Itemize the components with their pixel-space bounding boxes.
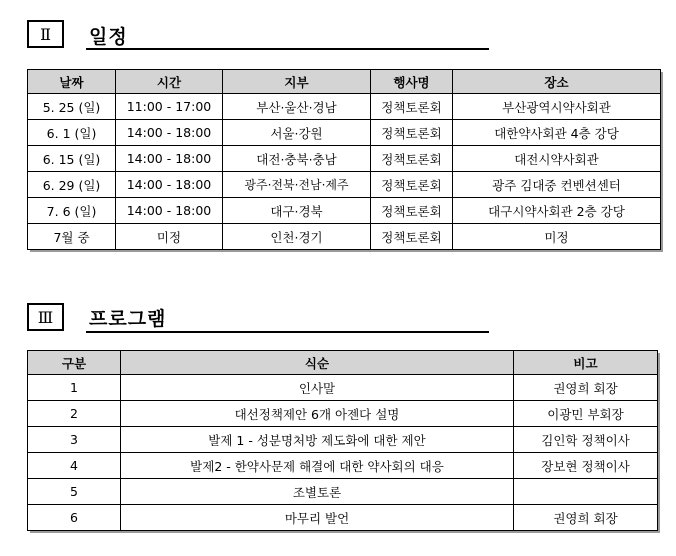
program-table [27,350,658,531]
schedule-cell-venue: 대구시약사회관 2층 강당 [453,198,661,224]
program-cell-number: 5 [28,479,121,505]
program-cell-remarks: 권영희 회장 [514,505,658,531]
program-cell-number: 4 [28,453,121,479]
table-row [28,224,661,250]
program-cell-number: 2 [28,401,121,427]
table-row [28,453,658,479]
program-cell-remarks: 김인학 정책이사 [514,427,658,453]
program-cell-agenda: 마무리 발언 [121,505,514,531]
schedule-cell-branch: 광주·전북·전남·제주 [223,172,371,198]
schedule-cell-time: 14:00 - 18:00 [116,120,223,146]
schedule-header-venue: 장소 [453,70,661,94]
program-title-underline [86,331,489,333]
program-cell-remarks: 장보현 정책이사 [514,453,658,479]
program-cell-number: 1 [28,375,121,401]
schedule-cell-time: 14:00 - 18:00 [116,146,223,172]
schedule-cell-time: 11:00 - 17:00 [116,94,223,120]
program-cell-agenda: 조별토론 [121,479,514,505]
program-cell-remarks [514,479,658,505]
program-cell-number: 6 [28,505,121,531]
table-row [28,427,658,453]
schedule-section-title: 일정 [89,26,128,48]
schedule-header-event: 행사명 [371,70,453,94]
program-cell-number: 3 [28,427,121,453]
schedule-section-numeral: Ⅱ [27,20,64,48]
program-cell-agenda: 대선정책제안 6개 아젠다 설명 [121,401,514,427]
schedule-cell-branch: 부산·울산·경남 [223,94,371,120]
schedule-table [27,69,661,250]
program-section-heading [27,303,497,337]
program-cell-agenda: 인사말 [121,375,514,401]
schedule-header-date: 날짜 [28,70,116,94]
table-row [28,375,658,401]
program-cell-agenda: 발제 1 - 성분명처방 제도화에 대한 제안 [121,427,514,453]
schedule-header-row [28,70,661,94]
table-row [28,172,661,198]
table-row [28,146,661,172]
schedule-header-branch: 지부 [223,70,371,94]
schedule-cell-date: 7월 중 [28,224,116,250]
program-header-agenda: 식순 [121,351,514,375]
schedule-cell-date: 5. 25 (일) [28,94,116,120]
schedule-cell-branch: 인천·경기 [223,224,371,250]
program-section-title: 프로그램 [89,308,167,330]
program-cell-agenda: 발제2 - 한약사문제 해결에 대한 약사회의 대응 [121,453,514,479]
table-row [28,479,658,505]
schedule-cell-event: 정책토론회 [371,120,453,146]
program-cell-remarks: 권영희 회장 [514,375,658,401]
program-section-numeral: Ⅲ [27,303,64,331]
schedule-cell-event: 정책토론회 [371,94,453,120]
program-header-remarks: 비고 [514,351,658,375]
schedule-cell-event: 정책토론회 [371,224,453,250]
table-row [28,94,661,120]
schedule-cell-date: 6. 15 (일) [28,146,116,172]
schedule-cell-branch: 대전·충북·충남 [223,146,371,172]
schedule-cell-venue: 대한약사회관 4층 강당 [453,120,661,146]
program-header-row [28,351,658,375]
schedule-cell-branch: 서울·강원 [223,120,371,146]
schedule-cell-event: 정책토론회 [371,172,453,198]
schedule-cell-branch: 대구·경북 [223,198,371,224]
program-cell-remarks: 이광민 부회장 [514,401,658,427]
table-row [28,198,661,224]
schedule-cell-date: 6. 1 (일) [28,120,116,146]
schedule-title-underline [86,48,489,50]
table-row [28,120,661,146]
schedule-cell-venue: 대전시약사회관 [453,146,661,172]
program-header-number: 구분 [28,351,121,375]
schedule-header-time: 시간 [116,70,223,94]
schedule-section-heading [27,20,497,54]
schedule-cell-event: 정책토론회 [371,146,453,172]
schedule-cell-venue: 부산광역시약사회관 [453,94,661,120]
schedule-cell-event: 정책토론회 [371,198,453,224]
schedule-cell-time: 미정 [116,224,223,250]
table-row [28,401,658,427]
schedule-cell-time: 14:00 - 18:00 [116,198,223,224]
table-row [28,505,658,531]
schedule-cell-date: 7. 6 (일) [28,198,116,224]
schedule-cell-date: 6. 29 (일) [28,172,116,198]
schedule-cell-venue: 미정 [453,224,661,250]
schedule-cell-time: 14:00 - 18:00 [116,172,223,198]
schedule-cell-venue: 광주 김대중 컨벤션센터 [453,172,661,198]
